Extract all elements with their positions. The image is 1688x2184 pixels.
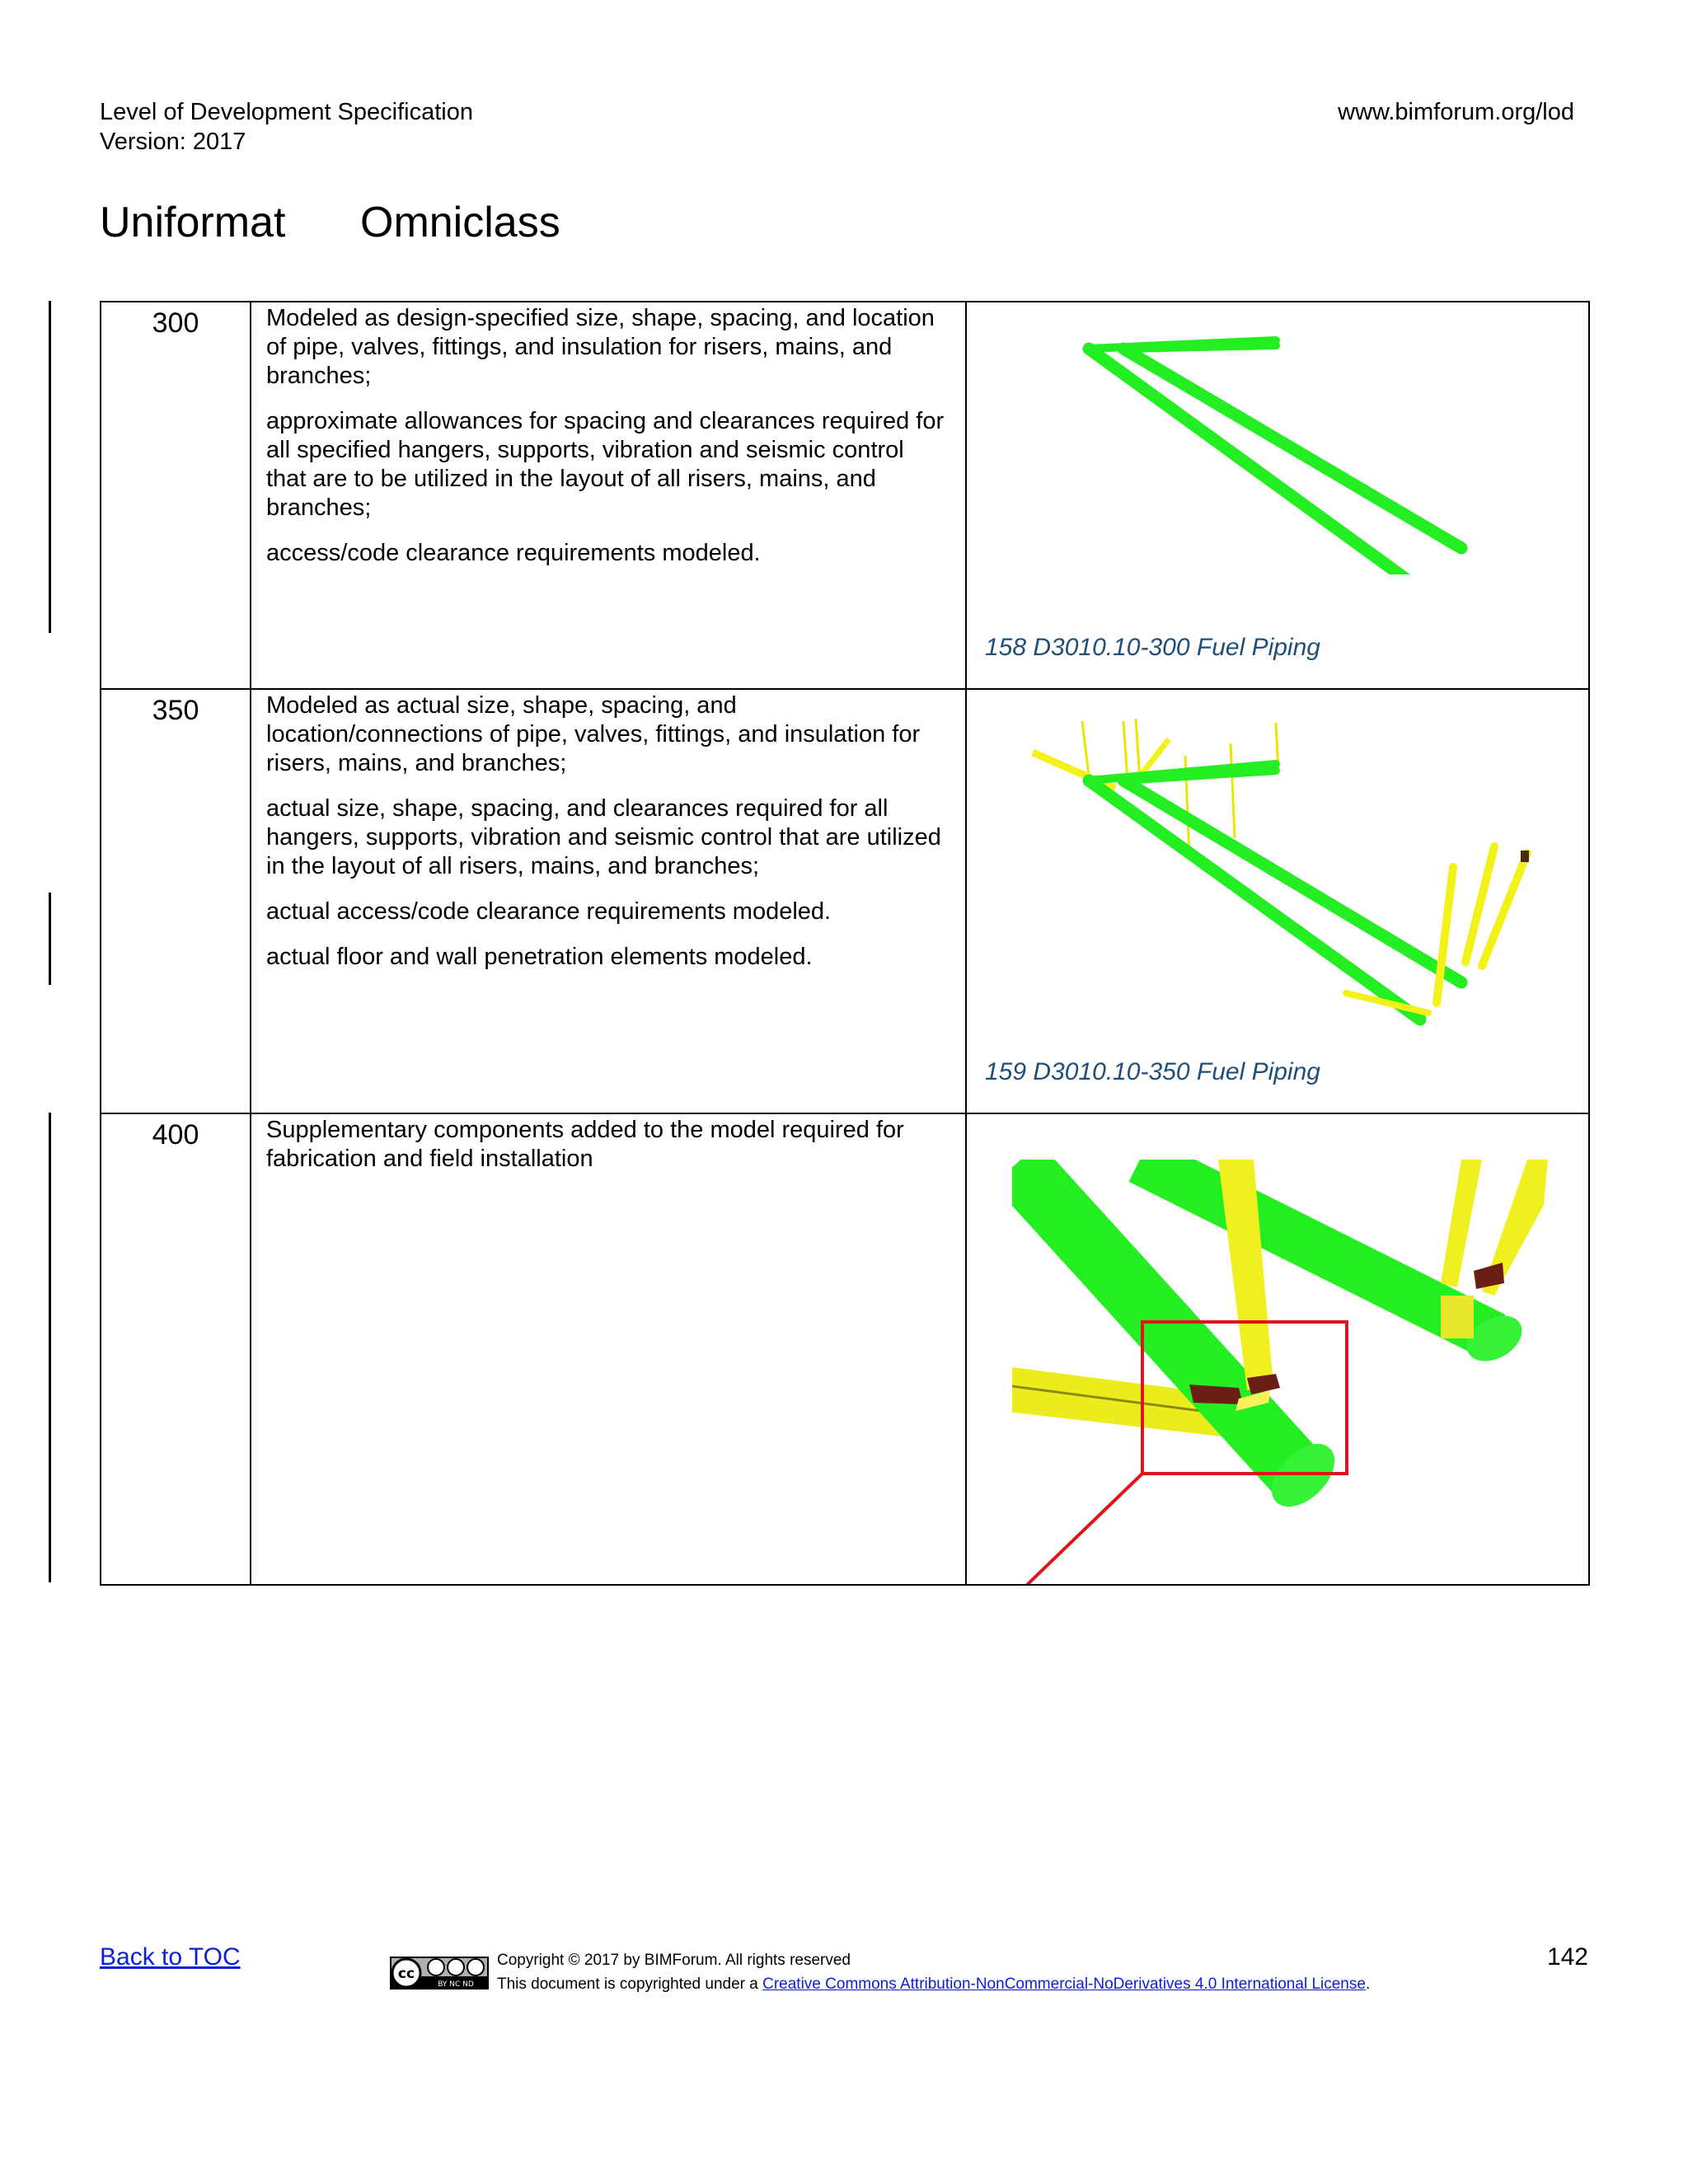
license-line [497,1973,1370,1996]
level-number: 400 [152,1119,199,1151]
license-prefix: This document is copyrighted under a [497,1975,763,1993]
description-paragraph: access/code clearance requirements modeled. [266,540,761,566]
table-row-350 [101,689,1589,1113]
description-paragraph: approximate allowances for spacing and clearances required for all specified hangers, supports, vibration and seismic control that are to be utilized in the layout of all risers, mains, and branches; [266,408,945,521]
level-cell [101,689,251,1113]
level-number: 300 [152,307,199,339]
description-paragraph: actual floor and wall penetration elements modeled. [266,944,813,970]
description-paragraph: actual size, shape, spacing, and clearances required for all hangers, supports, vibration and seismic control that are utilized in the layout of all risers, mains, and branches; [266,795,941,879]
image-cell [966,302,1589,689]
copyright-text: Copyright © 2017 by BIMForum. All rights reserved [497,1952,851,1969]
back-to-toc-link[interactable]: Back to TOC [100,1943,241,1971]
description-paragraph: Modeled as design-specified size, shape, spacing, and location of pipe, valves, fittings, and insulation for risers, mains, and branches; [266,305,935,389]
level-cell [101,1113,251,1585]
figure-caption: 159 D3010.10-350 Fuel Piping [985,1058,1320,1085]
table-row-300 [101,302,1589,689]
license-link[interactable]: Creative Commons Attribution-NonCommercial-NoDerivatives 4.0 International License [762,1975,1366,1993]
description-cell [251,689,966,1113]
image-cell [966,1113,1589,1585]
level-number: 350 [152,695,199,726]
cc-logo-text: cc [397,1966,415,1982]
figure-caption: 158 D3010.10-300 Fuel Piping [985,634,1320,661]
description-paragraph: actual access/code clearance requirements modeled. [266,898,832,925]
version-label: Version: 2017 [100,129,246,155]
cc-terms-text: BY NC ND [438,1980,474,1989]
change-bar [49,301,51,633]
fuel-piping-350-illustration [967,690,1590,1044]
fuel-piping-300-illustration [967,302,1590,574]
uniformat-heading: Uniformat [100,199,286,246]
table-row-400 [101,1113,1589,1585]
description-cell [251,302,966,689]
description-cell [251,1113,966,1585]
description-paragraph: Modeled as actual size, shape, spacing, and location/connections of pipe, valves, fittings, and insulation for risers, mains, and branches; [266,692,921,776]
omniclass-heading: Omniclass [360,199,560,246]
lod-table [100,301,1590,1586]
level-cell [101,302,251,689]
image-cell [966,689,1589,1113]
page-number: 142 [1546,1943,1588,1971]
website-url: www.bimforum.org/lod [1338,99,1574,125]
fuel-piping-400-illustration [967,1114,1590,1584]
creative-commons-badge [390,1957,489,1990]
description-paragraph: Supplementary components added to the model required for fabrication and field installation [266,1117,904,1172]
change-bar [49,893,51,985]
change-bar [49,1113,51,1582]
spec-title: Level of Development Specification [100,99,473,125]
license-suffix: . [1365,1975,1371,1993]
